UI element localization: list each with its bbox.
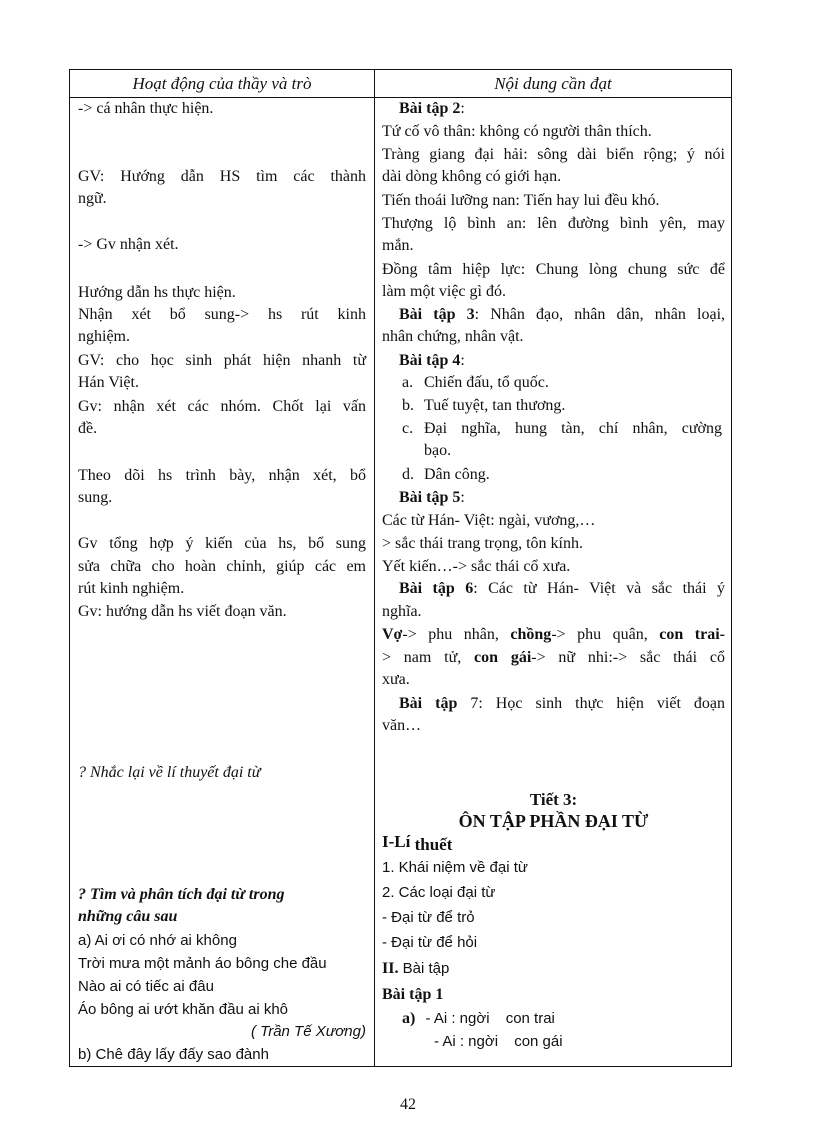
- poem-line: Nào ai có tiếc ai đâu: [78, 978, 214, 995]
- exercise-label: Bài tập 6: [399, 580, 474, 597]
- list-item: b. Tuế tuyệt, tan thương.: [402, 397, 566, 414]
- content-table: [69, 69, 732, 1067]
- poem-line: Trời mưa một mảnh áo bông che đầu: [78, 955, 327, 972]
- exercise-2-heading: Bài tập 2:: [399, 100, 465, 117]
- exercise-label: Bài tập 3: [399, 306, 475, 323]
- theory-item: - Đại từ để trỏ: [382, 909, 475, 926]
- left-line: ngữ.: [78, 190, 107, 207]
- left-line: nghiệm.: [78, 328, 130, 345]
- lesson-number: Tiết 3:: [529, 790, 578, 809]
- left-line: Gv: nhận xét các nhóm. Chốt lại vấn: [78, 398, 366, 415]
- section-theory: I-Lí thuết: [382, 832, 453, 854]
- theory-item: - Đại từ để hỏi: [382, 934, 478, 951]
- right-line: Tiến thoái lưỡng nan: Tiến hay lui đều khó.: [382, 192, 660, 209]
- left-line: -> Gv nhận xét.: [78, 236, 179, 253]
- right-line: xưa.: [382, 671, 410, 688]
- exercise-6-line: > nam tử, con gái-> nữ nhi:-> sắc thái cổ: [382, 649, 725, 666]
- left-line: Gv: hướng dẫn hs viết đoạn văn.: [78, 603, 287, 620]
- exercise-1-line: a) - Ai : ngời con trai: [402, 1010, 555, 1027]
- left-line: Gv tổng hợp ý kiến của hs, bổ sung: [78, 535, 366, 552]
- right-line: nghĩa.: [382, 603, 422, 620]
- right-line: Yết kiến…-> sắc thái cổ xưa.: [382, 558, 571, 575]
- exercise-4-heading: Bài tập 4:: [399, 352, 465, 369]
- exercise-6-line: Vợ-> phu nhân, chồng-> phu quân, con trai-: [382, 626, 726, 643]
- exercise-label: Bài tập: [399, 695, 458, 712]
- left-line: GV: Hướng dẫn HS tìm các thành: [78, 168, 366, 185]
- exercise-1-line: - Ai : ngời con gái: [434, 1033, 563, 1050]
- exercise-7-line: Bài tập 7: Học sinh thực hiện viết đoạn: [399, 695, 726, 712]
- list-item: a. Chiến đấu, tổ quốc.: [402, 374, 549, 391]
- list-item: d. Dân công.: [402, 466, 490, 483]
- left-question: những câu sau: [78, 908, 178, 925]
- page-number: 42: [400, 1096, 416, 1113]
- right-line: nhân chứng, nhân vật.: [382, 328, 524, 345]
- list-item: c. Đại nghĩa, hung tàn, chí nhân, cường: [402, 420, 722, 437]
- header-right: Nội dung cần đạt: [494, 74, 612, 93]
- section-exercises: II. Bài tập: [382, 960, 450, 977]
- exercise-1-heading: Bài tập 1: [382, 986, 444, 1003]
- lesson-title: ÔN TẬP PHẦN ĐẠI TỪ: [458, 811, 649, 831]
- exercise-6-line: Bài tập 6: Các từ Hán- Việt và sắc thái ý: [399, 580, 726, 597]
- header-left: Hoạt động của thầy và trò: [132, 74, 312, 93]
- exercise-label: Bài tập 4: [399, 352, 461, 369]
- right-line: làm một việc gì đó.: [382, 283, 506, 300]
- right-line: > sắc thái trang trọng, tôn kính.: [382, 535, 583, 552]
- right-line: Thượng lộ bình an: lên đường bình yên, may: [382, 215, 725, 232]
- left-line: Hướng dẫn hs thực hiện.: [78, 284, 236, 301]
- poem-line: a) Ai ơi có nhớ ai không: [78, 932, 237, 949]
- left-question: ? Tìm và phân tích đại từ trong: [78, 886, 285, 903]
- exercise-5-heading: Bài tập 5:: [399, 489, 465, 506]
- poem-line: Áo bông ai ướt khăn đầu ai khô: [78, 1001, 289, 1018]
- theory-item: 1. Khái niệm về đại từ: [382, 859, 528, 876]
- left-line: rút kinh nghiệm.: [78, 580, 185, 597]
- left-question: ? Nhắc lại về lí thuyết đại từ: [78, 764, 261, 781]
- left-line: Theo dõi hs trình bày, nhận xét, bổ: [78, 467, 366, 484]
- left-line: Nhận xét bổ sung-> hs rút kinh: [78, 306, 366, 323]
- right-line: Đồng tâm hiệp lực: Chung lòng chung sức để: [382, 261, 725, 278]
- poem-line: b) Chê đây lấy đấy sao đành: [78, 1046, 269, 1063]
- left-line: -> cá nhân thực hiện.: [78, 100, 214, 117]
- right-line: mắn.: [382, 237, 414, 254]
- right-line: dài dòng không có giới hạn.: [382, 168, 562, 185]
- left-line: GV: cho học sinh phát hiện nhanh từ: [78, 352, 366, 369]
- exercise-label: Bài tập 5: [399, 489, 461, 506]
- column-divider: [374, 70, 375, 1066]
- theory-item: 2. Các loại đại từ: [382, 884, 496, 901]
- list-item: bạo.: [424, 442, 452, 459]
- exercise-3-line: Bài tập 3: Nhân đạo, nhân dân, nhân loại,: [399, 306, 726, 323]
- poem-author: ( Trần Tế Xương): [251, 1023, 366, 1040]
- left-line: Hán Việt.: [78, 374, 139, 391]
- left-line: sung.: [78, 489, 113, 506]
- right-line: Tràng giang đại hải: sông dài biển rộng; ý nói: [382, 146, 725, 163]
- right-line: Tứ cố vô thân: không có người thân thích.: [382, 123, 652, 140]
- exercise-label: Bài tập 2: [399, 100, 461, 117]
- left-line: đề.: [78, 420, 98, 437]
- left-line: sửa chữa cho hoàn chỉnh, giúp các em: [78, 558, 366, 575]
- right-line: văn…: [382, 717, 422, 734]
- right-line: Các từ Hán- Việt: ngài, vương,…: [382, 512, 596, 529]
